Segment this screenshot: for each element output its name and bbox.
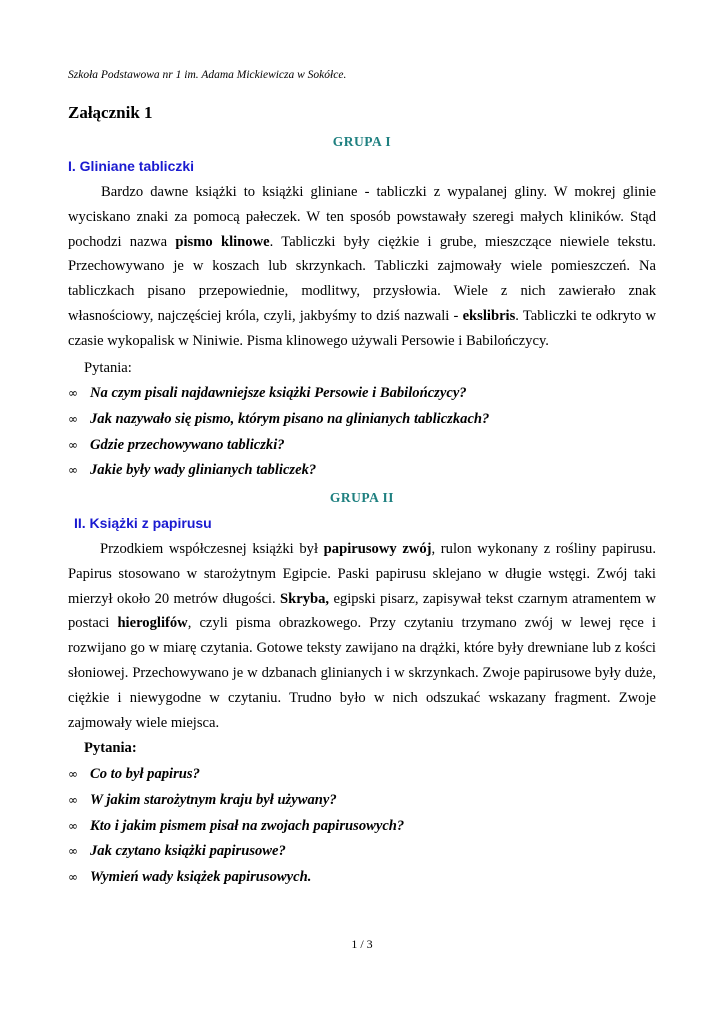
infinity-bullet-icon: ∞ <box>68 386 78 400</box>
question-text: Na czym pisali najdawniejsze książki Persowie i Babilończycy? <box>90 385 467 401</box>
question-text: Kto i jakim pismem pisał na zwojach papirusowych? <box>90 817 405 834</box>
list-item <box>68 818 656 844</box>
question-text: W jakim starożytnym kraju był używany? <box>90 791 337 808</box>
term-skryba: Skryba, <box>280 590 330 607</box>
page-title: Załącznik 1 <box>68 103 153 122</box>
question-text: Gdzie przechowywano tabliczki? <box>90 436 285 453</box>
questions-label-1: Pytania: <box>84 360 132 376</box>
question-text: Co to był papirus? <box>90 766 200 782</box>
term-pismo-klinowe: pismo klinowe <box>175 233 270 250</box>
list-item <box>68 437 656 463</box>
term-hieroglify: hieroglifów <box>117 615 188 632</box>
question-list-2 <box>68 766 656 895</box>
section-2-paragraph: Przodkiem współczesnej książki był papirusowy zwój, rulon wykonany z rośliny papirusu. Papirus stosowano w starożytnym Egipcie. Paski papirusu sklejano w długie wstęgi. Zwój taki mierzył około 20 metrów długości. Skryba, egipski pisarz, zapisywał tekst czarnym atramentem w postaci hieroglifów, czyli pisma obrazkowego. Przy czytaniu trzymano zwój w lewej ręce i rozwijano go w miarę czytania. Gotowe teksty zawijano na drążki, które były drewniane lub z kości słoniowej. Przechowywano je w dzbanach glinianych i w skrzynkach. Zwoje papirusowe były duże, ciężkie i niewygodne w czytaniu. Trudno było w nich odszukać wskazany fragment. Zwoje zajmowały wiele miejsca. <box>68 541 656 731</box>
infinity-bullet-icon: ∞ <box>68 437 78 452</box>
section-1-paragraph: Bardzo dawne książki to książki gliniane - tabliczki z wypalanej gliny. W mokrej glinie wyciskano znaki za pomocą pałeczek. W ten sposób powstawały szeregi małych kliników. Stąd pochodzi nazwa pismo klinowe. Tabliczki były ciężkie i grube, mieszczące niewiele tekstu. Przechowywano je w koszach lub skrzynkach. Tabliczki zajmowały wiele pomieszczeń. Na tabliczkach pisano przepowiednie, modlitwy, przysłowia. Wiele z nich zawierało znak własnościowy, najczęściej króla, czyli, jakbyśmy to dziś nazwali - ekslibris. Tabliczki te odkryto w czasie wykopalisk w Niniwie. Pisma klinowego używali Persowie i Babilończycy. <box>68 184 657 349</box>
term-ekslibris: ekslibris <box>462 307 516 324</box>
list-item <box>68 385 656 411</box>
infinity-bullet-icon: ∞ <box>68 818 78 833</box>
group-2-heading: GRUPA II <box>329 490 395 505</box>
list-item <box>68 411 656 437</box>
page-number: 1 / 3 <box>351 937 373 951</box>
infinity-bullet-icon: ∞ <box>68 792 78 807</box>
question-list-1 <box>68 385 656 488</box>
list-item <box>68 869 656 895</box>
list-item <box>68 462 656 488</box>
infinity-bullet-icon: ∞ <box>68 463 78 478</box>
question-text: Jak nazywało się pismo, którym pisano na glinianych tabliczkach? <box>90 410 490 427</box>
group-1-heading: GRUPA I <box>332 134 392 149</box>
term-papirusowy-zwoj: papirusowy zwój <box>323 541 432 557</box>
infinity-bullet-icon: ∞ <box>68 870 78 885</box>
infinity-bullet-icon: ∞ <box>68 767 78 781</box>
infinity-bullet-icon: ∞ <box>68 411 78 426</box>
question-text: Jak czytano książki papirusowe? <box>90 843 286 860</box>
list-item <box>68 766 656 792</box>
infinity-bullet-icon: ∞ <box>68 844 78 859</box>
list-item <box>68 843 656 869</box>
school-header: Szkoła Podstawowa nr 1 im. Adama Mickiewicza w Sokółce. <box>68 69 347 81</box>
questions-label-2: Pytania: <box>84 740 137 756</box>
section-2-title: II. Książki z papirusu <box>74 515 212 531</box>
list-item <box>68 792 656 818</box>
section-1-title: I. Gliniane tabliczki <box>68 158 195 174</box>
document-page <box>68 0 656 1024</box>
question-text: Jakie były wady glinianych tabliczek? <box>90 462 317 479</box>
question-text: Wymień wady książek papirusowych. <box>90 869 312 886</box>
